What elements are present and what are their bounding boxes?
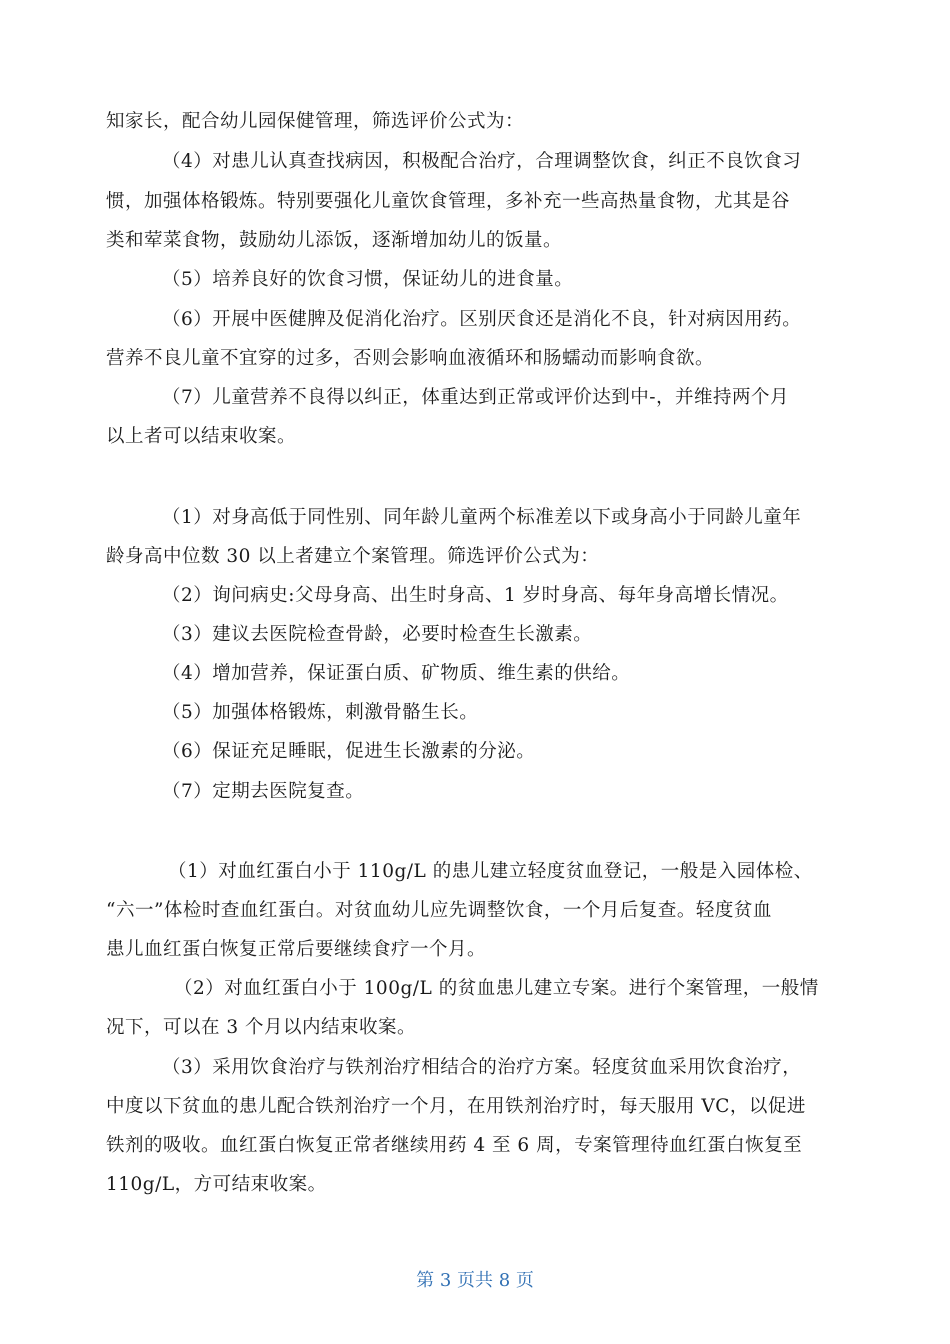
paragraph-line: 类和荤菜食物，鼓励幼儿添饭，逐渐增加幼儿的饭量。 (106, 230, 563, 251)
paragraph-line: 龄身高中位数 30 以上者建立个案管理。筛选评价公式为： (106, 546, 600, 567)
paragraph-line: （7）定期去医院复查。 (162, 781, 365, 802)
paragraph-line: （3）采用饮食治疗与铁剂治疗相结合的治疗方案。轻度贫血采用饮食治疗， (162, 1057, 802, 1078)
paragraph-line: （2）询问病史:父母身高、出生时身高、1 岁时身高、每年身高增长情况。 (162, 585, 789, 606)
paragraph-line: 营养不良儿童不宜穿的过多，否则会影响血液循环和肠蠕动而影响食欲。 (106, 348, 715, 369)
paragraph-line: （1）对身高低于同性别、同年龄儿童两个标准差以下或身高小于同龄儿童年 (162, 507, 802, 528)
paragraph-line: 患儿血红蛋白恢复正常后要继续食疗一个月。 (106, 939, 487, 960)
paragraph-line: 惯，加强体格锻炼。特别要强化儿童饮食管理，多补充一些高热量食物，尤其是谷 (106, 191, 791, 212)
paragraph-line: （4）对患儿认真查找病因，积极配合治疗，合理调整饮食，纠正不良饮食习 (162, 151, 802, 172)
paragraph-line: （5）加强体格锻炼，刺激骨骼生长。 (162, 702, 479, 723)
paragraph-line: 况下，可以在 3 个月以内结束收案。 (106, 1017, 417, 1038)
paragraph-line: （2）对血红蛋白小于 100g/L 的贫血患儿建立专案。进行个案管理，一般情 (174, 978, 819, 999)
paragraph-line: （6）保证充足睡眠，促进生长激素的分泌。 (162, 741, 536, 762)
paragraph-line: “六一”体检时查血红蛋白。对贫血幼儿应先调整饮食，一个月后复查。轻度贫血 (106, 900, 772, 921)
paragraph-line: 铁剂的吸收。血红蛋白恢复正常者继续用药 4 至 6 周，专案管理待血红蛋白恢复至 (106, 1135, 803, 1156)
paragraph-line: （4）增加营养，保证蛋白质、矿物质、维生素的供给。 (162, 663, 631, 684)
paragraph-line: （6）开展中医健脾及促消化治疗。区别厌食还是消化不良，针对病因用药。 (162, 309, 802, 330)
paragraph-line: 知家长，配合幼儿园保健管理，筛选评价公式为： (106, 111, 525, 132)
paragraph-line: 110g/L，方可结束收案。 (106, 1174, 327, 1195)
page-number: 第 3 页共 8 页 (416, 1270, 534, 1291)
paragraph-line: （3）建议去医院检查骨龄，必要时检查生长激素。 (162, 624, 593, 645)
paragraph-line: （5）培养良好的饮食习惯，保证幼儿的进食量。 (162, 269, 574, 290)
paragraph-line: 以上者可以结束收案。 (106, 426, 297, 447)
paragraph-line: （7）儿童营养不良得以纠正，体重达到正常或评价达到中-，并维持两个月 (162, 387, 790, 408)
paragraph-line: （1）对血红蛋白小于 110g/L 的患儿建立轻度贫血登记，一般是入园体检、 (168, 861, 813, 882)
paragraph-line: 中度以下贫血的患儿配合铁剂治疗一个月，在用铁剂治疗时，每天服用 VC，以促进 (106, 1096, 806, 1117)
